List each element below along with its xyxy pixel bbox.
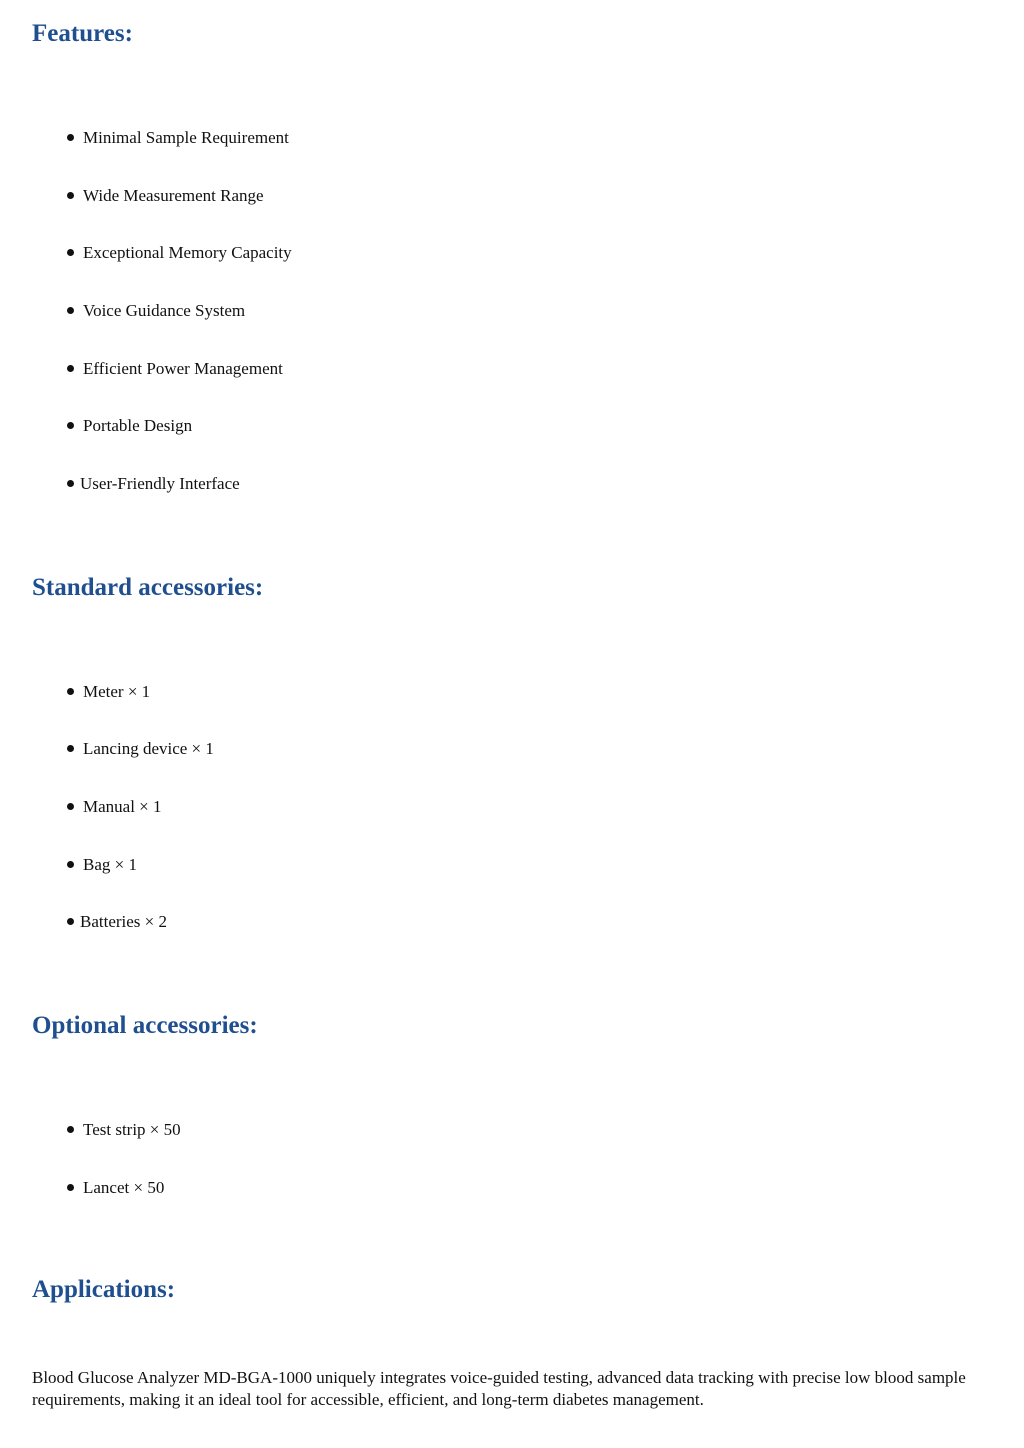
bullet-icon xyxy=(67,688,74,695)
list-item-text: Portable Design xyxy=(83,416,193,435)
list-item xyxy=(67,472,240,496)
bullet-icon xyxy=(67,1184,74,1191)
standard-accessories-heading: Standard accessories: xyxy=(32,574,264,601)
applications-paragraph: Blood Glucose Analyzer MD-BGA-1000 uniquely integrates voice-guided testing, advanced data tracking with precise low blood sample requirements, making it an ideal tool for accessible, efficient, and long-term diabetes management. xyxy=(32,1368,966,1409)
bullet-icon xyxy=(67,1126,74,1133)
bullet-icon xyxy=(67,249,74,256)
list-item-text: Efficient Power Management xyxy=(83,359,283,378)
list-item xyxy=(67,1176,164,1200)
bullet-icon xyxy=(67,480,74,487)
list-item xyxy=(67,853,137,877)
applications-heading: Applications: xyxy=(32,1276,176,1303)
bullet-icon xyxy=(67,134,74,141)
list-item xyxy=(67,414,192,438)
list-item-text: Voice Guidance System xyxy=(83,301,246,320)
list-item-text: User-Friendly Interface xyxy=(80,474,240,493)
list-item-text: Meter × 1 xyxy=(83,682,151,701)
list-item xyxy=(67,357,283,381)
list-item xyxy=(67,241,292,265)
optional-accessories-heading: Optional accessories: xyxy=(32,1012,258,1039)
list-item xyxy=(67,1118,181,1142)
list-item xyxy=(67,680,150,704)
list-item xyxy=(67,737,214,761)
list-item xyxy=(67,795,162,819)
list-item-text: Wide Measurement Range xyxy=(83,186,264,205)
list-item-text: Test strip × 50 xyxy=(83,1120,181,1139)
bullet-icon xyxy=(67,192,74,199)
list-item-text: Batteries × 2 xyxy=(80,912,168,931)
bullet-icon xyxy=(67,861,74,868)
list-item xyxy=(67,184,264,208)
list-item-text: Lancing device × 1 xyxy=(83,739,214,758)
bullet-icon xyxy=(67,307,74,314)
list-item xyxy=(67,910,167,934)
features-heading: Features: xyxy=(32,20,133,47)
list-item xyxy=(67,299,245,323)
bullet-icon xyxy=(67,918,74,925)
list-item-text: Bag × 1 xyxy=(83,855,137,874)
list-item xyxy=(67,126,289,150)
list-item-text: Manual × 1 xyxy=(83,797,162,816)
list-item-text: Lancet × 50 xyxy=(83,1178,165,1197)
list-item-text: Minimal Sample Requirement xyxy=(83,128,289,147)
bullet-icon xyxy=(67,365,74,372)
bullet-icon xyxy=(67,745,74,752)
bullet-icon xyxy=(67,803,74,810)
list-item-text: Exceptional Memory Capacity xyxy=(83,243,292,262)
bullet-icon xyxy=(67,422,74,429)
